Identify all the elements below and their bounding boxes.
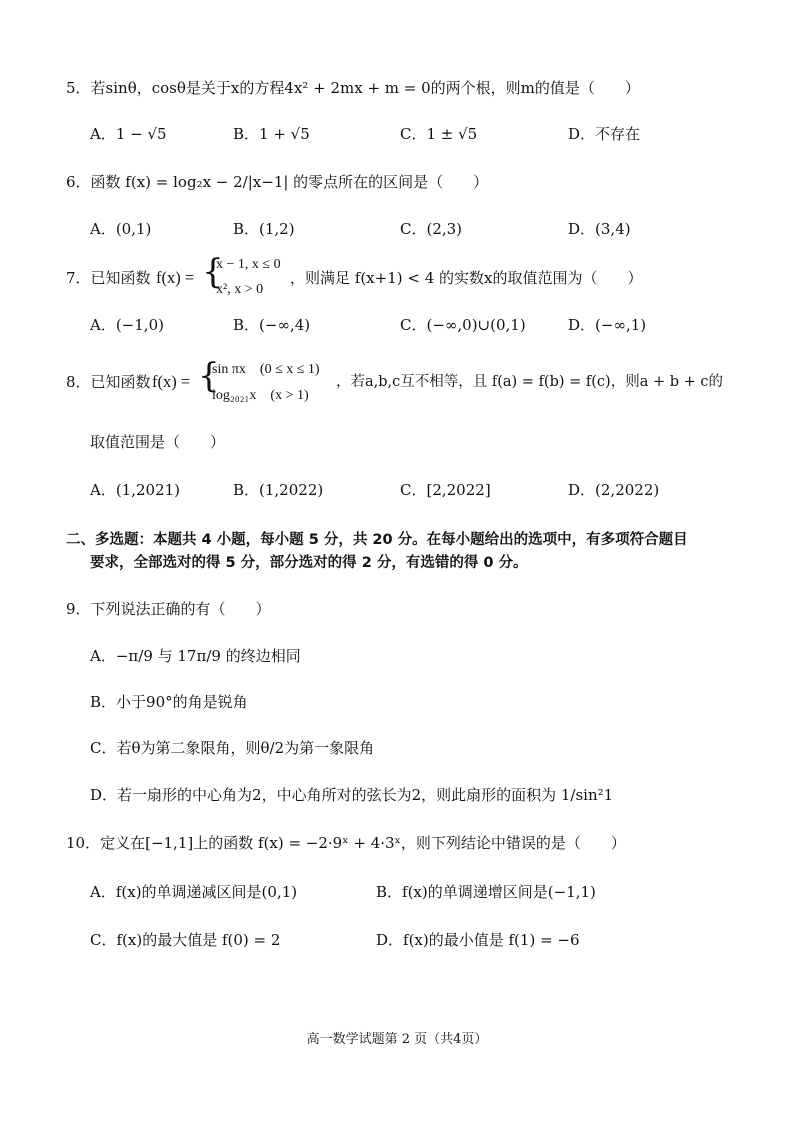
q8-piece-2: log₂₀₂₁x (x > 1) (212, 388, 309, 403)
q8-option-b: B．(1,2022) (233, 481, 324, 499)
q8-stem-lead: 8．已知函数 (66, 373, 151, 391)
q6-stem: 6．函数 f(x) = log₂x − 2/|x−1| 的零点所在的区间是（ ） (66, 173, 489, 191)
q8-option-d: D．(2,2022) (568, 481, 660, 499)
q7-stem-lead: 7．已知函数 (66, 269, 151, 287)
q9-option-d: D．若一扇形的中心角为2，中心角所对的弦长为2，则此扇形的面积为 1/sin²1 (90, 786, 614, 804)
q8-stem-tail: ，若a,b,c互不相等，且 f(a) = f(b) = f(c)，则a + b + c的 (336, 374, 723, 390)
q10-option-c: C．f(x)的最大值是 f(0) = 2 (90, 931, 281, 949)
q6-option-a: A．(0,1) (90, 220, 152, 238)
q7-option-c: C．(−∞,0)∪(0,1) (400, 316, 526, 334)
q6-option-b: B．(1,2) (233, 220, 295, 238)
q7-piece-2: x², x > 0 (216, 282, 264, 297)
q7-brace: { (202, 252, 224, 292)
q7-option-a: A．(−1,0) (90, 316, 164, 334)
q8-option-c: C．[2,2022] (400, 481, 491, 499)
q7-option-d: D．(−∞,1) (568, 316, 647, 334)
q7-stem-tail: ，则满足 f(x+1) < 4 的实数x的取值范围为（ ） (290, 269, 643, 287)
q7-piece-1: x − 1, x ≤ 0 (216, 257, 281, 272)
q8-brace: { (198, 356, 220, 396)
q9-stem: 9．下列说法正确的有（ ） (66, 600, 271, 618)
q7-option-b: B．(−∞,4) (233, 316, 311, 334)
q8-option-a: A．(1,2021) (90, 481, 181, 499)
section-2-heading-line-1: 二、多选题：本题共 4 小题，每小题 5 分，共 20 分。在每小题给出的选项中，有多项符合题目 (66, 532, 688, 548)
q6-option-c: C．(2,3) (400, 220, 463, 238)
q8-stem-line-2: 取值范围是（ ） (90, 433, 226, 451)
q8-function-name: f(x) = (152, 372, 191, 391)
q5-option-c: C．1 ± √5 (400, 125, 478, 143)
q5-option-d: D．不存在 (568, 125, 641, 143)
q10-stem: 10．定义在[−1,1]上的函数 f(x) = −2·9ˣ + 4·3ˣ，则下列结论中错误的是（ ） (66, 834, 626, 852)
q5-option-a: A．1 − √5 (90, 125, 167, 143)
q6-option-d: D．(3,4) (568, 220, 631, 238)
q10-option-d: D．f(x)的最小值是 f(1) = −6 (376, 931, 580, 949)
q10-option-b: B．f(x)的单调递增区间是(−1,1) (376, 883, 596, 901)
page-footer: 高一数学试题第 2 页（共4页） (306, 1032, 488, 1047)
q10-option-a: A．f(x)的单调递减区间是(0,1) (90, 883, 298, 901)
q9-option-a: A．−π/9 与 17π/9 的终边相同 (90, 647, 301, 665)
q7-function-name: f(x) = (156, 268, 195, 287)
q5-stem: 5．若sinθ，cosθ是关于x的方程4x² + 2mx + m = 0的两个根，则m的值是（ ） (66, 79, 640, 97)
q8-piece-1: sin πx (0 ≤ x ≤ 1) (212, 362, 320, 377)
q5-option-b: B．1 + √5 (233, 125, 310, 143)
q9-option-b: B．小于90°的角是锐角 (90, 693, 248, 711)
q9-option-c: C．若θ为第二象限角，则θ/2为第一象限角 (90, 739, 375, 757)
section-2-heading-line-2: 要求，全部选对的得 5 分，部分选对的得 2 分，有选错的得 0 分。 (90, 555, 528, 571)
